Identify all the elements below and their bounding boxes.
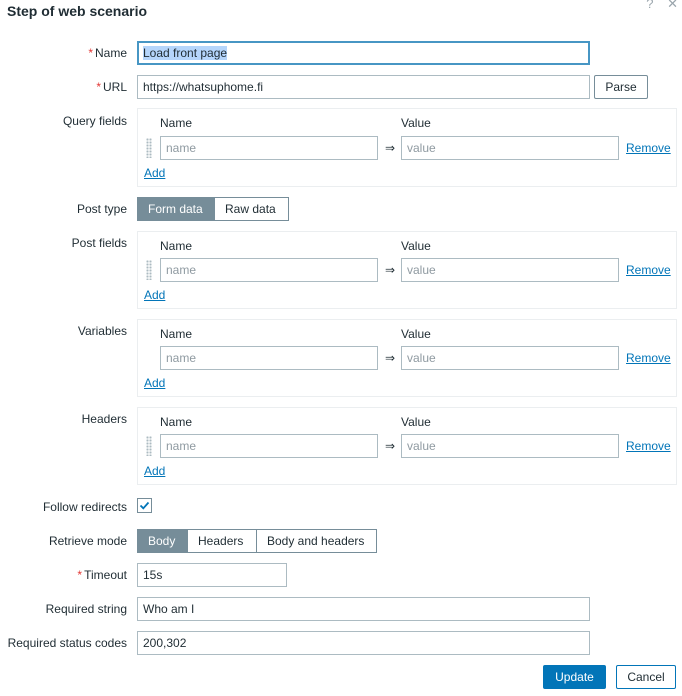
required-marker: *	[77, 568, 83, 582]
post-value-input[interactable]	[401, 258, 619, 282]
post-type-form-data[interactable]: Form data	[137, 197, 215, 221]
header-value-input[interactable]	[401, 434, 619, 458]
post-name-input[interactable]	[160, 258, 378, 282]
query-name-input[interactable]	[160, 136, 378, 160]
post-type-raw-data[interactable]: Raw data	[215, 197, 289, 221]
dialog-title: Step of web scenario	[7, 3, 148, 19]
retrieve-mode-body[interactable]: Body	[137, 529, 188, 553]
update-button[interactable]: Update	[543, 665, 606, 689]
column-value-header: Value	[401, 116, 431, 130]
column-name-header: Name	[160, 415, 193, 429]
help-icon[interactable]: ?	[646, 0, 654, 11]
query-fields-table	[137, 108, 677, 187]
url-label: * URL	[96, 80, 127, 94]
post-fields-table	[137, 231, 677, 309]
close-icon[interactable]: ✕	[667, 0, 678, 11]
name-value: Load front page	[143, 46, 228, 60]
retrieve-mode-label: Retrieve mode	[48, 534, 127, 548]
post-fields-label: Post fields	[71, 236, 127, 250]
arrow-icon: ⇒	[385, 351, 396, 365]
post-add-link[interactable]: Add	[144, 288, 166, 302]
drag-handle-icon[interactable]	[146, 436, 152, 456]
column-value-header: Value	[401, 415, 431, 429]
timeout-label: * Timeout	[77, 568, 127, 582]
required-marker: *	[88, 46, 93, 60]
header-remove-link[interactable]: Remove	[626, 439, 671, 453]
follow-redirects-checkbox[interactable]	[137, 498, 152, 513]
column-name-header: Name	[160, 116, 193, 130]
retrieve-mode-body-and-headers[interactable]: Body and headers	[257, 529, 377, 553]
header-add-link[interactable]: Add	[144, 464, 166, 478]
post-type-segmented	[137, 197, 289, 221]
query-value-input[interactable]	[401, 136, 619, 160]
timeout-input[interactable]: 15s	[137, 563, 287, 587]
column-value-header: Value	[401, 327, 431, 341]
required-string-input[interactable]: Who am I	[137, 597, 590, 621]
drag-handle-icon[interactable]	[146, 138, 152, 158]
parse-button[interactable]: Parse	[594, 75, 648, 99]
query-fields-label: Query fields	[62, 114, 127, 128]
query-add-link[interactable]: Add	[144, 166, 166, 180]
variables-label: Variables	[77, 324, 127, 338]
variable-name-input[interactable]	[160, 346, 378, 370]
arrow-icon: ⇒	[385, 263, 396, 277]
column-name-header: Name	[160, 327, 193, 341]
arrow-icon: ⇒	[385, 141, 396, 155]
arrow-icon: ⇒	[385, 439, 396, 453]
post-remove-link[interactable]: Remove	[626, 263, 671, 277]
required-marker: *	[96, 80, 101, 94]
required-status-codes-input[interactable]: 200,302	[137, 631, 590, 655]
required-string-label: Required string	[45, 602, 127, 616]
retrieve-mode-headers[interactable]: Headers	[188, 529, 257, 553]
drag-handle-icon[interactable]	[146, 260, 152, 280]
cancel-button[interactable]: Cancel	[616, 665, 676, 689]
variable-value-input[interactable]	[401, 346, 619, 370]
headers-table	[137, 407, 677, 485]
variable-remove-link[interactable]: Remove	[626, 351, 671, 365]
name-label: * Name	[88, 46, 127, 60]
column-name-header: Name	[160, 239, 193, 253]
column-value-header: Value	[401, 239, 431, 253]
checkmark-icon	[139, 500, 150, 511]
required-status-codes-label: Required status codes	[7, 636, 127, 650]
name-input[interactable]	[137, 41, 590, 65]
variables-table	[137, 319, 677, 397]
retrieve-mode-segmented	[137, 529, 377, 553]
header-name-input[interactable]	[160, 434, 378, 458]
url-input[interactable]: https://whatsuphome.fi	[137, 75, 590, 99]
query-remove-link[interactable]: Remove	[626, 141, 671, 155]
follow-redirects-label: Follow redirects	[42, 500, 127, 514]
variable-add-link[interactable]: Add	[144, 376, 166, 390]
post-type-label: Post type	[76, 202, 127, 216]
headers-label: Headers	[81, 412, 127, 426]
